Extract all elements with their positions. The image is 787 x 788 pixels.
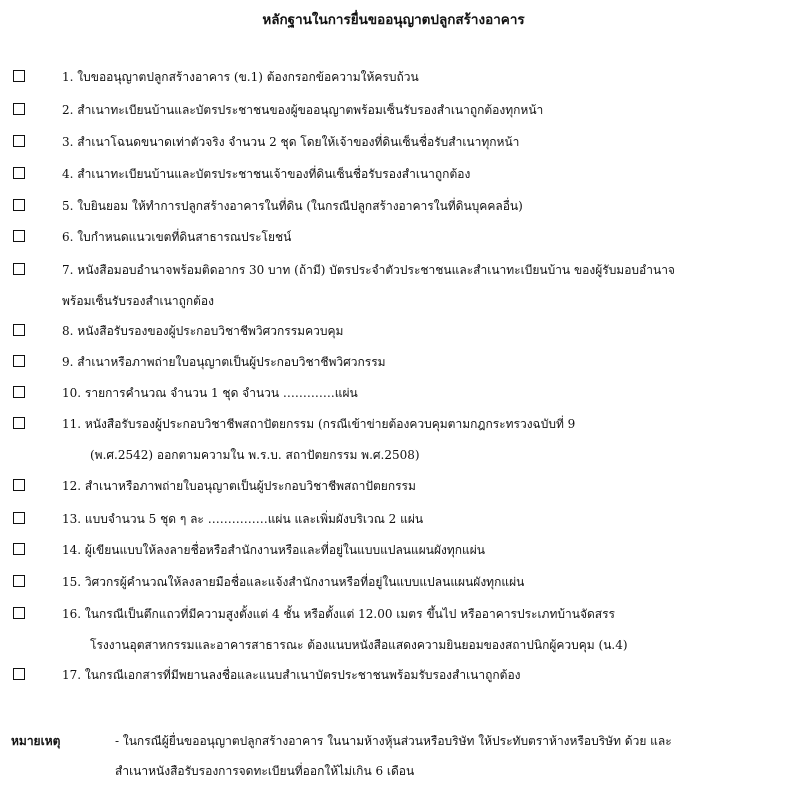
checklist-item-text — [62, 567, 767, 598]
checklist-item-text — [62, 409, 767, 471]
checklist-item-text — [62, 378, 767, 409]
item-line: รายการคำนวณ จำนวน 1 ชุด จำนวน ………….แผ่น — [84, 386, 358, 400]
checklist-item-text — [62, 159, 767, 190]
item-number: 2. — [62, 103, 74, 117]
checklist-item-text — [62, 660, 767, 691]
item-line: สำเนาทะเบียนบ้านและบัตรประชาชนเจ้าของที่ดินเซ็นชื่อรับรองสำเนาถูกต้อง — [77, 167, 471, 181]
checkbox[interactable] — [13, 324, 25, 336]
item-number: 5. — [62, 199, 74, 213]
checkbox[interactable] — [13, 512, 25, 524]
checkbox[interactable] — [13, 479, 25, 491]
item-number: 17. — [62, 668, 82, 682]
item-line: ในกรณีเอกสารที่มีพยานลงชื่อและแนบสำเนาบัตรประชาชนพร้อมรับรองสำเนาถูกต้อง — [84, 668, 521, 682]
checkbox[interactable] — [13, 668, 25, 680]
checkbox[interactable] — [13, 607, 25, 619]
item-line: สำเนาโฉนดขนาดเท่าตัวจริง จำนวน 2 ชุด โดยให้เจ้าของที่ดินเซ็นชื่อรับสำเนาทุกหน้า — [77, 135, 520, 149]
item-line: ใบกำหนดแนวเขตที่ดินสาธารณประโยชน์ — [77, 230, 292, 244]
checkbox[interactable] — [13, 199, 25, 211]
item-line: ในกรณีเป็นตึกแถวที่มีความสูงตั้งแต่ 4 ชั้น หรือตั้งแต่ 12.00 เมตร ขึ้นไป หรืออาคารประเภทบ้านจัดสรร — [84, 607, 615, 621]
item-number: 10. — [62, 386, 82, 400]
checkbox[interactable] — [13, 70, 25, 82]
checklist-item-text — [62, 316, 767, 347]
checkbox[interactable] — [13, 103, 25, 115]
item-line: แบบจำนวน 5 ชุด ๆ ละ ……………แผ่น และเพิ่มผังบริเวณ 2 แผ่น — [84, 512, 424, 526]
checkbox[interactable] — [13, 575, 25, 587]
item-number: 3. — [62, 135, 74, 149]
checklist-item-text — [62, 535, 767, 566]
item-number: 9. — [62, 355, 74, 369]
checklist-item-text — [62, 95, 767, 126]
item-line: สำเนาทะเบียนบ้านและบัตรประชาชนของผู้ขออนุญาตพร้อมเซ็นรับรองสำเนาถูกต้องทุกหน้า — [77, 103, 544, 117]
item-number: 6. — [62, 230, 74, 244]
note-line: - ในกรณีผู้ยื่นขออนุญาตปลูกสร้างอาคาร ในนามห้างหุ้นส่วนหรือบริษัท ให้ประทับตราห้างหรือบริษัท ด้วย และ — [115, 734, 672, 748]
item-number: 14. — [62, 543, 82, 557]
item-number: 13. — [62, 512, 82, 526]
item-number: 8. — [62, 324, 74, 338]
checkbox[interactable] — [13, 417, 25, 429]
item-line: ใบขออนุญาตปลูกสร้างอาคาร (ข.1) ต้องกรอกข้อความให้ครบถ้วน — [77, 70, 419, 84]
checkbox[interactable] — [13, 263, 25, 275]
item-number: 7. — [62, 263, 74, 277]
checklist-item-text — [62, 62, 767, 93]
item-line-continued: โรงงานอุตสาหกรรมและอาคารสาธารณะ ต้องแนบหนังสือแสดงความยินยอมของสถาปนิกผู้ควบคุม (น.4) — [90, 638, 628, 652]
checklist-item-text — [62, 191, 767, 222]
item-line: ใบยินยอม ให้ทำการปลูกสร้างอาคารในที่ดิน (ในกรณีปลูกสร้างอาคารในที่ดินบุคคลอื่น) — [77, 199, 523, 213]
note-label: หมายเหตุ — [11, 734, 61, 748]
item-number: 12. — [62, 479, 82, 493]
item-number: 11. — [62, 417, 82, 431]
item-line: วิศวกรผู้คำนวณให้ลงลายมือชื่อและแจ้งสำนักงานหรือที่อยู่ในแบบแปลนแผนผังทุกแผ่น — [84, 575, 525, 589]
checkbox[interactable] — [13, 355, 25, 367]
checklist-item-text — [62, 255, 767, 317]
item-line-continued: (พ.ศ.2542) ออกตามความใน พ.ร.บ. สถาปัตยกรรม พ.ศ.2508) — [90, 448, 420, 462]
checkbox[interactable] — [13, 543, 25, 555]
checkbox[interactable] — [13, 167, 25, 179]
item-number: 16. — [62, 607, 82, 621]
note-line: สำเนาหนังสือรับรองการจดทะเบียนที่ออกให้ไม่เกิน 6 เดือน — [115, 764, 415, 778]
item-number: 15. — [62, 575, 82, 589]
checklist-item-text — [62, 127, 767, 158]
item-line: สำเนาหรือภาพถ่ายใบอนุญาตเป็นผู้ประกอบวิชาชีพวิศวกรรม — [77, 355, 386, 369]
note-text — [115, 733, 765, 786]
checklist-item-text — [62, 599, 767, 661]
checklist-item-text — [62, 347, 767, 378]
checkbox[interactable] — [13, 230, 25, 242]
checkbox[interactable] — [13, 386, 25, 398]
item-number: 4. — [62, 167, 74, 181]
page-title: หลักฐานในการยื่นขออนุญาตปลูกสร้างอาคาร — [262, 12, 525, 28]
item-line: หนังสือมอบอำนาจพร้อมติดอากร 30 บาท (ถ้ามี) บัตรประจำตัวประชาชนและสำเนาทะเบียนบ้าน ของผู้รับมอบอำนาจ — [77, 263, 675, 277]
item-line: หนังสือรับรองของผู้ประกอบวิชาชีพวิศวกรรมควบคุม — [77, 324, 344, 338]
checklist-item-text — [62, 471, 767, 502]
item-line: ผู้เขียนแบบให้ลงลายชื่อหรือสำนักงานหรือและที่อยู่ในแบบแปลนแผนผังทุกแผ่น — [84, 543, 485, 557]
item-line-continued: พร้อมเซ็นรับรองสำเนาถูกต้อง — [62, 294, 214, 308]
item-line: สำเนาหรือภาพถ่ายใบอนุญาตเป็นผู้ประกอบวิชาชีพสถาปัตยกรรม — [84, 479, 416, 493]
checkbox[interactable] — [13, 135, 25, 147]
checklist-item-text — [62, 222, 767, 253]
item-number: 1. — [62, 70, 74, 84]
item-line: หนังสือรับรองผู้ประกอบวิชาชีพสถาปัตยกรรม (กรณีเข้าข่ายต้องควบคุมตามกฎกระทรวงฉบับที่ 9 — [84, 417, 576, 431]
checklist-item-text — [62, 504, 767, 535]
